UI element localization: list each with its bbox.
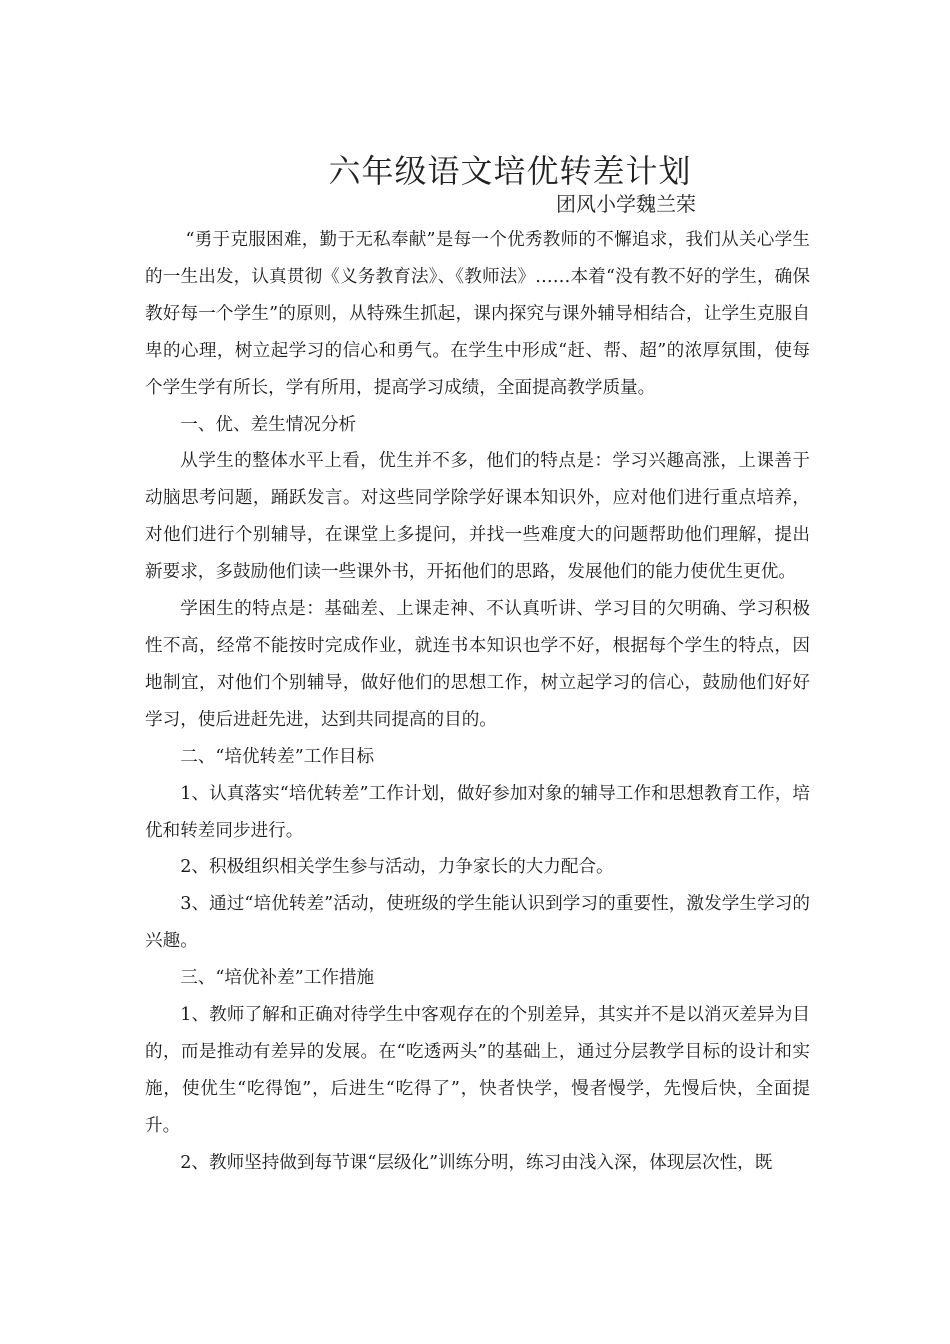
list-item: 2、教师坚持做到每节课“层级化”训练分明，练习由浅入深，体现层次性，既 (180, 1152, 773, 1173)
list-item: 3、通过“培优转差”活动，使班级的学生能认识到学习的重要性，激发学生学习的兴趣。 (145, 894, 810, 952)
section-heading: 三、“培优补差”工作措施 (180, 968, 375, 989)
list-item: 2、积极组织相关学生参与活动，力争家长的大力配合。 (180, 857, 614, 878)
section-heading: 一、优、差生情况分析 (180, 414, 357, 435)
section-heading: 二、“培优转差”工作目标 (180, 746, 375, 767)
document-title: 六年级语文培优转差计划 (328, 152, 692, 191)
list-item: 1、认真落实“培优转差”工作计划，做好参加对象的辅导工作和思想教育工作，培优和转差同步进行。 (145, 783, 810, 841)
document-author: 团风小学魏兰荣 (556, 192, 696, 216)
document-body (145, 222, 810, 1182)
list-item: 1、教师了解和正确对待学生中客观存在的个别差异，其实并不是以消灭差异为目的，而是推动有差异的发展。在“吃透两头”的基础上，通过分层教学目标的设计和实施，使优生“吃得饱”，后进生“吃得了”，快者快学，慢者慢学，先慢后快，全面提升。 (145, 1005, 810, 1136)
body-paragraph: 从学生的整体水平上看，优生并不多，他们的特点是：学习兴趣高涨，上课善于动脑思考问题，踊跃发言。对这些同学除学好课本知识外，应对他们进行重点培养，对他们进行个别辅导，在课堂上多提问，并找一些难度大的问题帮助他们理解，提出新要求，多鼓励他们读一些课外书，开拓他们的思路，发展他们的能力使优生更优。 (145, 451, 810, 583)
intro-paragraph: “勇于克服困难，勤于无私奉献”是每一个优秀教师的不懈追求，我们从关心学生的一生出发，认真贯彻《义务教育法》、《教师法》……本着“没有教不好的学生，确保教好每一个学生”的原则，从特殊生抓起，课内探究与课外辅导相结合，让学生克服自卑的心理，树立起学习的信心和勇气。在学生中形成“赶、帮、超”的浓厚氛围，使每个学生学有所长，学有所用，提高学习成绩，全面提高教学质量。 (145, 230, 810, 398)
body-paragraph: 学困生的特点是：基础差、上课走神、不认真听讲、学习目的欠明确、学习积极性不高，经常不能按时完成作业，就连书本知识也学不好，根据每个学生的特点，因地制宜，对他们个别辅导，做好他们的思想工作，树立起学习的信心，鼓励他们好好学习，使后进赶先进，达到共同提高的目的。 (145, 599, 810, 730)
